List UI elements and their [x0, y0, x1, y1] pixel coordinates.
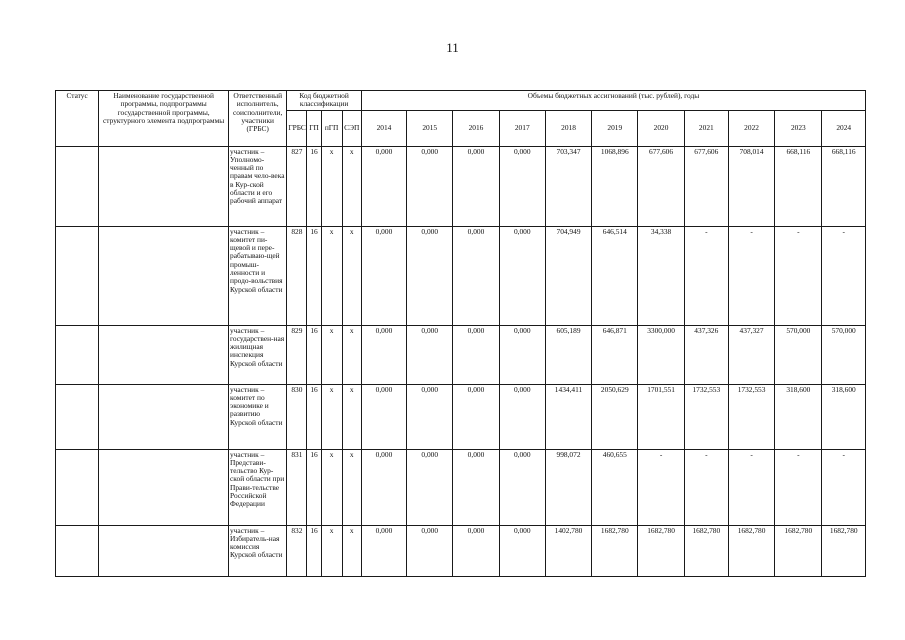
cell-pgp: х [321, 325, 342, 384]
cell-value: 668,116 [822, 146, 866, 226]
cell-gp: 16 [307, 146, 321, 226]
table-row [56, 146, 866, 226]
cell-value: - [684, 449, 728, 525]
header-code-sep: СЭП [342, 110, 361, 146]
budget-allocation-table [55, 90, 866, 577]
cell-gp: 16 [307, 325, 321, 384]
cell-status [56, 325, 99, 384]
cell-pgp: х [321, 525, 342, 576]
header-year: 2023 [775, 110, 822, 146]
cell-status [56, 146, 99, 226]
header-year: 2024 [822, 110, 866, 146]
cell-grbs: 831 [287, 449, 307, 525]
cell-value: 0,000 [499, 325, 545, 384]
cell-value: 708,014 [728, 146, 774, 226]
cell-sep: х [342, 384, 361, 449]
cell-value: 0,000 [453, 525, 499, 576]
cell-value: 2050,629 [592, 384, 638, 449]
cell-value: 1434,411 [545, 384, 591, 449]
cell-value: 677,606 [638, 146, 684, 226]
cell-value: 1682,780 [684, 525, 728, 576]
cell-value: 0,000 [499, 449, 545, 525]
cell-sep: х [342, 226, 361, 325]
cell-status [56, 384, 99, 449]
header-year: 2014 [361, 110, 406, 146]
cell-value: 1732,553 [728, 384, 774, 449]
cell-pgp: х [321, 384, 342, 449]
cell-name [99, 146, 229, 226]
cell-executor: участник – Избиратель-ная комиссия Курской области [229, 525, 287, 576]
cell-value: 318,600 [822, 384, 866, 449]
cell-value: 704,949 [545, 226, 591, 325]
cell-pgp: х [321, 226, 342, 325]
cell-value: 0,000 [499, 146, 545, 226]
cell-value: 0,000 [361, 449, 406, 525]
cell-value: 34,338 [638, 226, 684, 325]
cell-value: 0,000 [453, 146, 499, 226]
header-year: 2016 [453, 110, 499, 146]
cell-name [99, 325, 229, 384]
cell-value: 1682,780 [638, 525, 684, 576]
cell-value: 1402,780 [545, 525, 591, 576]
table-body [56, 146, 866, 576]
cell-status [56, 226, 99, 325]
cell-value: - [775, 226, 822, 325]
table-row [56, 449, 866, 525]
cell-sep: х [342, 146, 361, 226]
cell-name [99, 449, 229, 525]
cell-value: 0,000 [453, 226, 499, 325]
cell-value: 646,514 [592, 226, 638, 325]
cell-value: - [684, 226, 728, 325]
cell-pgp: х [321, 146, 342, 226]
header-year: 2021 [684, 110, 728, 146]
cell-name [99, 525, 229, 576]
cell-value: 0,000 [361, 525, 406, 576]
table-row [56, 525, 866, 576]
cell-value: 318,600 [775, 384, 822, 449]
header-code-gp: ГП [307, 110, 321, 146]
cell-value: 668,116 [775, 146, 822, 226]
header-year: 2017 [499, 110, 545, 146]
cell-value: 570,000 [775, 325, 822, 384]
header-budget-code: Код бюджетной классификации [287, 91, 361, 111]
cell-value: 703,347 [545, 146, 591, 226]
cell-value: 0,000 [453, 325, 499, 384]
cell-value: - [728, 226, 774, 325]
cell-value: 0,000 [407, 146, 453, 226]
cell-value: 437,326 [684, 325, 728, 384]
cell-value: 0,000 [361, 226, 406, 325]
cell-gp: 16 [307, 525, 321, 576]
cell-gp: 16 [307, 384, 321, 449]
cell-pgp: х [321, 449, 342, 525]
cell-executor: участник – комитет пи-щевой и пере-рабатываю-щей промыш-ленности и продо-вольствия Курской области [229, 226, 287, 325]
cell-executor: участник – Представи-тельство Кур-ской области при Прави-тельстве Российской Федерации [229, 449, 287, 525]
cell-value: 0,000 [361, 325, 406, 384]
cell-value: 0,000 [407, 226, 453, 325]
table-row [56, 384, 866, 449]
cell-value: - [775, 449, 822, 525]
cell-gp: 16 [307, 449, 321, 525]
cell-value: 0,000 [499, 525, 545, 576]
cell-value: 1682,780 [728, 525, 774, 576]
cell-value: 1068,896 [592, 146, 638, 226]
cell-value: - [728, 449, 774, 525]
cell-value: - [822, 449, 866, 525]
cell-grbs: 830 [287, 384, 307, 449]
cell-value: 0,000 [499, 226, 545, 325]
cell-name [99, 384, 229, 449]
cell-sep: х [342, 449, 361, 525]
cell-value: 437,327 [728, 325, 774, 384]
cell-sep: х [342, 525, 361, 576]
table-row [56, 226, 866, 325]
cell-value: - [638, 449, 684, 525]
header-name: Наименование государственной программы, подпрограммы государственной программы, структурного элемента подпрограммы [99, 91, 229, 147]
cell-value: 1682,780 [592, 525, 638, 576]
cell-value: 0,000 [453, 384, 499, 449]
table-header [56, 91, 866, 147]
cell-value: 0,000 [407, 525, 453, 576]
cell-value: 1732,553 [684, 384, 728, 449]
cell-value: - [822, 226, 866, 325]
cell-gp: 16 [307, 226, 321, 325]
table-row [56, 325, 866, 384]
cell-name [99, 226, 229, 325]
cell-value: 570,000 [822, 325, 866, 384]
cell-sep: х [342, 325, 361, 384]
header-code-grbs: ГРБС [287, 110, 307, 146]
cell-executor: участник – комитет по экономике и развитию Курской области [229, 384, 287, 449]
cell-value: 1682,780 [822, 525, 866, 576]
cell-value: 3300,000 [638, 325, 684, 384]
cell-value: 1682,780 [775, 525, 822, 576]
cell-value: 998,072 [545, 449, 591, 525]
cell-executor: участник – Уполномо-ченный по правам чело-века в Кур-ской области и его рабочий аппарат [229, 146, 287, 226]
cell-value: 460,655 [592, 449, 638, 525]
cell-status [56, 525, 99, 576]
cell-grbs: 828 [287, 226, 307, 325]
cell-value: 0,000 [453, 449, 499, 525]
cell-value: 0,000 [407, 384, 453, 449]
header-year: 2019 [592, 110, 638, 146]
header-year: 2018 [545, 110, 591, 146]
cell-value: 0,000 [361, 146, 406, 226]
cell-grbs: 827 [287, 146, 307, 226]
header-year: 2015 [407, 110, 453, 146]
cell-value: 646,871 [592, 325, 638, 384]
cell-grbs: 829 [287, 325, 307, 384]
cell-value: 0,000 [499, 384, 545, 449]
page-number: 11 [446, 40, 459, 55]
cell-value: 1701,551 [638, 384, 684, 449]
cell-value: 677,606 [684, 146, 728, 226]
header-year: 2020 [638, 110, 684, 146]
cell-status [56, 449, 99, 525]
cell-executor: участник – государствен-ная жилищная инспекция Курской области [229, 325, 287, 384]
cell-value: 605,189 [545, 325, 591, 384]
header-volumes: Объемы бюджетных ассигнований (тыс. рублей), годы [361, 91, 865, 111]
cell-value: 0,000 [361, 384, 406, 449]
cell-grbs: 832 [287, 525, 307, 576]
header-executor: Ответственный исполнитель, соисполнители, участники (ГРБС) [229, 91, 287, 147]
cell-value: 0,000 [407, 325, 453, 384]
header-year: 2022 [728, 110, 774, 146]
header-status: Статус [56, 91, 99, 147]
cell-value: 0,000 [407, 449, 453, 525]
header-code-pgp: пГП [321, 110, 342, 146]
